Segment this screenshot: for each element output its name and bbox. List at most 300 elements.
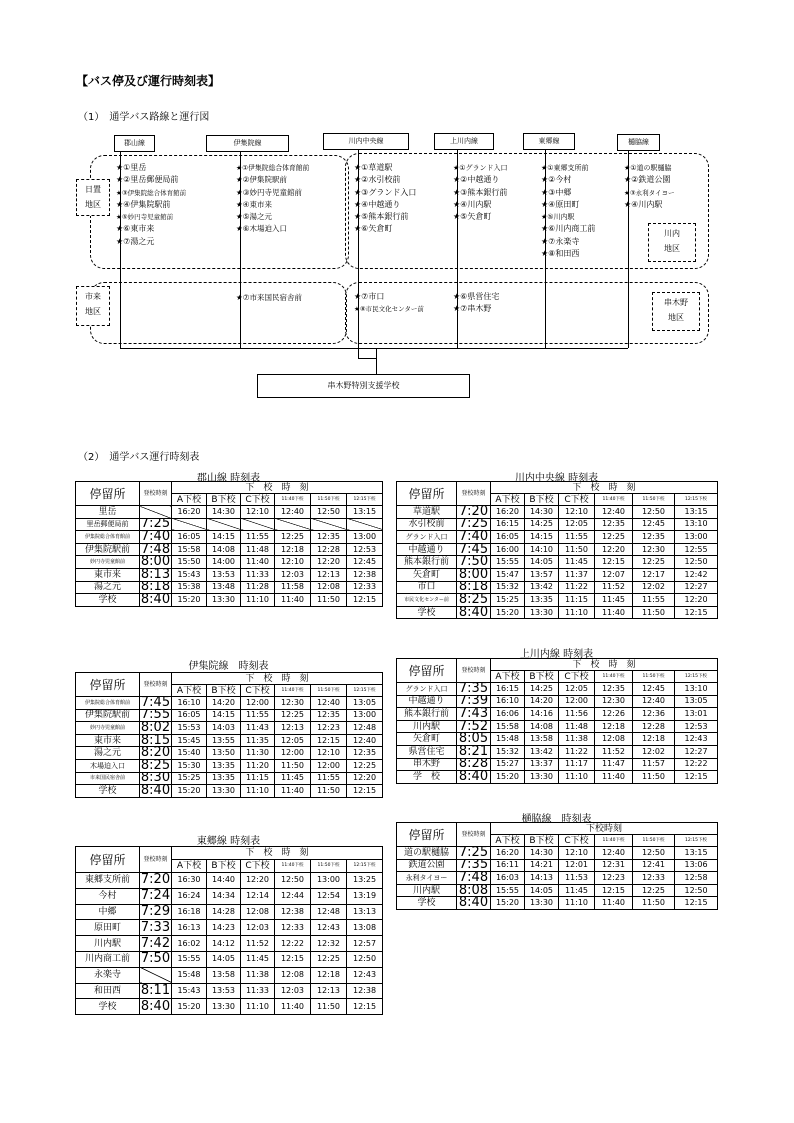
depart-time: 12:27 bbox=[675, 745, 718, 758]
table-row bbox=[76, 531, 383, 544]
depart-time: 12:48 bbox=[311, 904, 347, 920]
depart-time: 11:50 bbox=[633, 771, 675, 784]
depart-time: 12:50 bbox=[675, 556, 718, 569]
depart-time: 13:30 bbox=[525, 897, 559, 910]
depart-time: 13:30 bbox=[525, 771, 559, 784]
stop-name: 和田西 bbox=[76, 983, 140, 999]
stops-sendai-chuo: ★①草道駅 ★②水引校前 ★③グランド入口 ★④中越通り ★⑤熊本銀行前 ★⑥矢倉町 bbox=[354, 163, 417, 234]
stop-name: 鉄道公園 bbox=[397, 859, 457, 872]
depart-time: 16:30 bbox=[172, 873, 207, 889]
stop-name: 原田町 bbox=[76, 920, 140, 936]
depart-time: 13:05 bbox=[347, 697, 383, 710]
depart-time: 12:20 bbox=[347, 772, 383, 785]
header-col: A下校 bbox=[491, 494, 525, 506]
header-stop: 停留所 bbox=[76, 673, 140, 697]
table-row bbox=[76, 759, 383, 772]
depart-time: 12:20 bbox=[311, 556, 347, 569]
depart-time: 15:55 bbox=[172, 951, 207, 967]
stop-name: 湯之元 bbox=[76, 581, 140, 594]
route-box-koriyama: 郡山線 bbox=[114, 135, 155, 152]
depart-time: 11:40 bbox=[275, 594, 311, 607]
table-row bbox=[76, 747, 383, 760]
area-box-ichiki: 市来地区 bbox=[76, 286, 110, 326]
stop-name: 川内駅 bbox=[76, 936, 140, 952]
depart-time: 12:08 bbox=[241, 904, 275, 920]
depart-time: 16:05 bbox=[491, 531, 525, 544]
arrive-time: 7:45 bbox=[457, 543, 491, 556]
stops-hiwaki: ★①道の駅樋脇 ★②鉄道公園 ★③永利タイヨー ★④川内駅 bbox=[624, 164, 675, 209]
depart-time: 13:15 bbox=[675, 847, 718, 860]
depart-time: 11:53 bbox=[559, 872, 595, 885]
stop-name: 学校 bbox=[76, 785, 140, 798]
depart-time: 11:50 bbox=[559, 543, 595, 556]
arrive-time: 8:20 bbox=[140, 746, 171, 760]
depart-time: 12:14 bbox=[241, 888, 275, 904]
header-depart: 下 校 時 刻 bbox=[491, 659, 718, 671]
depart-time: 12:25 bbox=[633, 556, 675, 569]
arrive-time: 7:25 bbox=[457, 518, 491, 531]
arrive-time: 8:15 bbox=[140, 734, 171, 747]
depart-time: 12:02 bbox=[633, 581, 675, 594]
school-box: 串木野特別支援学校 bbox=[257, 374, 470, 398]
depart-time: 14:00 bbox=[207, 556, 241, 569]
stop-name: 県営住宅 bbox=[397, 745, 457, 758]
depart-time: 14:05 bbox=[525, 884, 559, 897]
depart-time: 16:05 bbox=[172, 709, 207, 722]
depart-time: 11:55 bbox=[311, 772, 347, 785]
depart-time: 16:11 bbox=[491, 859, 525, 872]
arrive-time: 7:45 bbox=[140, 696, 171, 710]
stop-name: 永楽寺 bbox=[76, 967, 140, 983]
timetable-hiwaki bbox=[396, 822, 718, 910]
depart-time: 14:25 bbox=[525, 683, 559, 696]
depart-time: 14:03 bbox=[207, 722, 241, 735]
depart-time: 12:20 bbox=[595, 543, 633, 556]
stop-name: 今村 bbox=[76, 888, 140, 904]
depart-time: 12:42 bbox=[675, 568, 718, 581]
table-row bbox=[76, 888, 383, 904]
arrive-time: 7:50 bbox=[140, 951, 171, 967]
depart-time: 12:25 bbox=[275, 709, 311, 722]
depart-time: 13:10 bbox=[675, 683, 718, 696]
stop-name: 里岳 bbox=[76, 506, 140, 519]
stops-ijuin-ichiki: ★⑦市来国民宿舎前 bbox=[236, 293, 302, 302]
depart-time: 12:28 bbox=[311, 543, 347, 556]
depart-time: 12:00 bbox=[311, 759, 347, 772]
depart-time: 11:33 bbox=[241, 983, 275, 999]
table-row bbox=[397, 884, 718, 897]
header-col: 12:15下校 bbox=[675, 671, 718, 683]
depart-time: 13:00 bbox=[347, 709, 383, 722]
depart-time: 12:54 bbox=[311, 888, 347, 904]
depart-time: 12:25 bbox=[633, 884, 675, 897]
header-stop: 停留所 bbox=[76, 482, 140, 506]
depart-time: 11:45 bbox=[559, 884, 595, 897]
header-stop: 停留所 bbox=[76, 847, 140, 873]
arrive-time: 8:40 bbox=[140, 784, 171, 798]
timetable-sendai-chuo bbox=[396, 481, 718, 619]
depart-time: 11:55 bbox=[633, 594, 675, 607]
depart-time: 16:00 bbox=[491, 543, 525, 556]
depart-time: 12:00 bbox=[275, 747, 311, 760]
depart-time: 12:00 bbox=[241, 697, 275, 710]
depart-time: 13:35 bbox=[525, 594, 559, 607]
header-col: 11:50下校 bbox=[311, 685, 347, 697]
header-col: 11:50下校 bbox=[633, 671, 675, 683]
stop-name: 矢倉町 bbox=[397, 568, 457, 581]
depart-time: 13:19 bbox=[347, 888, 383, 904]
depart-time: 13:42 bbox=[525, 581, 559, 594]
stop-name: 伊集院総合体育館前 bbox=[76, 531, 140, 544]
depart-time: 12:43 bbox=[675, 733, 718, 746]
depart-time: 12:30 bbox=[633, 543, 675, 556]
depart-time: 15:50 bbox=[172, 556, 207, 569]
depart-time: 13:00 bbox=[347, 531, 383, 544]
depart-time: 16:06 bbox=[491, 708, 525, 721]
depart-time: 12:15 bbox=[675, 897, 718, 910]
page-title: 【バス停及び運行時刻表】 bbox=[76, 74, 221, 88]
depart-time: 12:41 bbox=[633, 859, 675, 872]
arrive-time: 8:00 bbox=[140, 555, 171, 569]
depart-time: 11:48 bbox=[241, 543, 275, 556]
table-row bbox=[397, 695, 718, 708]
depart-time: 12:45 bbox=[633, 683, 675, 696]
stop-name: 学校 bbox=[76, 594, 140, 607]
table-row bbox=[76, 951, 383, 967]
section-heading-timetables: （2） 通学バス運行時刻表 bbox=[78, 452, 200, 463]
depart-time: 12:25 bbox=[595, 531, 633, 544]
depart-time: 12:15 bbox=[675, 771, 718, 784]
header-col: 12:15下校 bbox=[675, 835, 718, 847]
depart-time: 11:45 bbox=[595, 594, 633, 607]
depart-time: 11:40 bbox=[595, 897, 633, 910]
stop-name: 道の駅樋脇 bbox=[397, 847, 457, 860]
depart-time: 12:38 bbox=[347, 983, 383, 999]
depart-time: 12:02 bbox=[633, 745, 675, 758]
depart-time: 14:08 bbox=[525, 720, 559, 733]
depart-time: 16:20 bbox=[491, 847, 525, 860]
arrive-time: 8:11 bbox=[140, 983, 171, 998]
depart-time: 11:45 bbox=[559, 556, 595, 569]
stop-name: 伊集院駅前 bbox=[76, 543, 140, 556]
table-row bbox=[76, 920, 383, 936]
header-col: C下校 bbox=[241, 685, 275, 697]
table-row bbox=[397, 581, 718, 594]
header-col: A下校 bbox=[172, 860, 207, 873]
arrive-time: 8:18 bbox=[140, 581, 171, 594]
arrive-time: 7:40 bbox=[140, 530, 171, 544]
depart-time: 15:25 bbox=[491, 594, 525, 607]
depart-time: 12:08 bbox=[275, 967, 311, 983]
depart-time: 15:20 bbox=[172, 785, 207, 798]
depart-time: 11:40 bbox=[595, 771, 633, 784]
stop-name: 湯之元 bbox=[76, 747, 140, 760]
area-box-kushikino: 串木野地区 bbox=[652, 292, 700, 331]
table-row bbox=[76, 983, 383, 999]
depart-time bbox=[347, 518, 383, 531]
header-depart: 下校時刻 bbox=[491, 823, 718, 835]
depart-time: 11:22 bbox=[559, 581, 595, 594]
depart-time: 12:20 bbox=[241, 873, 275, 889]
header-col: B下校 bbox=[207, 494, 241, 506]
depart-time: 16:20 bbox=[172, 506, 207, 519]
depart-time bbox=[275, 518, 311, 531]
depart-time: 15:40 bbox=[172, 747, 207, 760]
depart-time: 15:58 bbox=[172, 543, 207, 556]
arrive-time: 7:40 bbox=[457, 531, 491, 544]
depart-time: 15:47 bbox=[491, 568, 525, 581]
depart-time: 13:57 bbox=[525, 568, 559, 581]
depart-time: 12:35 bbox=[311, 709, 347, 722]
stop-name: 東郷支所前 bbox=[76, 873, 140, 889]
depart-time: 13:35 bbox=[207, 772, 241, 785]
table-row bbox=[76, 722, 383, 735]
header-col: 11:40下校 bbox=[275, 685, 311, 697]
table-row bbox=[76, 999, 383, 1015]
depart-time bbox=[172, 518, 207, 531]
arrive-time: 8:00 bbox=[457, 568, 491, 581]
arrive-time: 7:20 bbox=[457, 506, 491, 519]
arrive-time: 8:21 bbox=[457, 745, 491, 758]
depart-time: 12:22 bbox=[275, 936, 311, 952]
depart-time: 11:28 bbox=[241, 581, 275, 594]
depart-time: 12:10 bbox=[275, 556, 311, 569]
depart-time: 14:30 bbox=[525, 506, 559, 519]
depart-time: 11:52 bbox=[595, 745, 633, 758]
stops-kamisendai: ★①グランド入口 ★②中越通り ★③熊本銀行前 ★④川内駅 ★⑤矢倉町 bbox=[453, 164, 508, 222]
depart-time: 12:33 bbox=[275, 920, 311, 936]
depart-time: 11:50 bbox=[311, 999, 347, 1015]
depart-time: 11:52 bbox=[241, 936, 275, 952]
arrive-time: 7:48 bbox=[457, 872, 491, 885]
depart-time: 14:34 bbox=[207, 888, 241, 904]
header-col: B下校 bbox=[525, 835, 559, 847]
depart-time: 12:15 bbox=[675, 606, 718, 619]
header-arrive: 登校時刻 bbox=[457, 823, 491, 847]
depart-time: 12:23 bbox=[595, 872, 633, 885]
depart-time: 12:08 bbox=[311, 581, 347, 594]
header-col: B下校 bbox=[207, 860, 241, 873]
header-col: A下校 bbox=[491, 835, 525, 847]
depart-time: 12:44 bbox=[275, 888, 311, 904]
stop-name: 東市来 bbox=[76, 734, 140, 747]
depart-time: 12:01 bbox=[559, 859, 595, 872]
arrive-time: 8:40 bbox=[457, 771, 491, 784]
depart-time: 11:45 bbox=[275, 772, 311, 785]
depart-time bbox=[241, 518, 275, 531]
route-box-sendai-chuo: 川内中央線 bbox=[323, 133, 409, 150]
arrive-time: 8:40 bbox=[457, 897, 491, 910]
arrive-time: 8:08 bbox=[457, 884, 491, 897]
stop-name: 学校 bbox=[76, 999, 140, 1015]
depart-time: 12:25 bbox=[347, 759, 383, 772]
arrive-time: 7:55 bbox=[140, 709, 171, 722]
depart-time: 15:45 bbox=[172, 734, 207, 747]
header-depart: 下 校 時 刻 bbox=[172, 847, 383, 860]
depart-time: 11:50 bbox=[633, 897, 675, 910]
header-depart: 下 校 時 刻 bbox=[172, 673, 383, 685]
depart-time: 16:02 bbox=[172, 936, 207, 952]
depart-time: 12:05 bbox=[275, 734, 311, 747]
depart-time: 11:10 bbox=[559, 897, 595, 910]
depart-time: 14:28 bbox=[207, 904, 241, 920]
arrive-time: 7:39 bbox=[457, 695, 491, 708]
depart-time: 11:10 bbox=[241, 594, 275, 607]
stops-koriyama: ★①里岳 ★②里岳郵便局前 ★③伊集院総合体育館前 ★④伊集院駅前 ★⑤妙円寺児童館前 ★⑥東市来 ★⑦湯之元 bbox=[116, 163, 187, 246]
depart-time: 12:05 bbox=[559, 683, 595, 696]
stops-kamisendai-kushikino: ★⑥県営住宅 ★⑦串木野 bbox=[453, 292, 500, 314]
depart-time: 11:40 bbox=[241, 556, 275, 569]
depart-time: 16:15 bbox=[491, 518, 525, 531]
depart-time: 15:20 bbox=[491, 771, 525, 784]
depart-time: 12:35 bbox=[595, 518, 633, 531]
stop-name: 学校 bbox=[397, 897, 457, 910]
table-row bbox=[397, 771, 718, 784]
depart-time: 12:18 bbox=[275, 543, 311, 556]
depart-time: 12:15 bbox=[311, 734, 347, 747]
table-row bbox=[76, 506, 383, 519]
depart-time: 15:43 bbox=[172, 568, 207, 581]
header-col: C下校 bbox=[241, 494, 275, 506]
depart-time: 13:25 bbox=[347, 873, 383, 889]
stop-name: 中越通り bbox=[397, 543, 457, 556]
stop-name: 妙円寺児童館前 bbox=[76, 556, 140, 569]
header-col: 11:40下校 bbox=[595, 494, 633, 506]
timetable-togo bbox=[75, 846, 383, 1015]
depart-time: 12:25 bbox=[275, 531, 311, 544]
depart-time: 14:30 bbox=[207, 506, 241, 519]
depart-time: 13:53 bbox=[207, 983, 241, 999]
depart-time: 12:10 bbox=[311, 747, 347, 760]
table-row bbox=[76, 543, 383, 556]
table-row bbox=[397, 733, 718, 746]
table-row bbox=[397, 568, 718, 581]
depart-time: 14:13 bbox=[525, 872, 559, 885]
arrive-time: 7:35 bbox=[457, 859, 491, 872]
depart-time: 12:50 bbox=[275, 873, 311, 889]
depart-time: 12:20 bbox=[675, 594, 718, 607]
depart-time: 11:40 bbox=[275, 999, 311, 1015]
header-col: 11:50下校 bbox=[633, 494, 675, 506]
depart-time: 11:58 bbox=[275, 581, 311, 594]
depart-time: 12:00 bbox=[559, 695, 595, 708]
timetable-title-hiwaki: 樋脇線 時刻表 bbox=[521, 814, 592, 825]
header-col: C下校 bbox=[241, 860, 275, 873]
route-to-school-line bbox=[376, 348, 377, 374]
depart-time: 12:10 bbox=[559, 506, 595, 519]
header-col: 11:50下校 bbox=[311, 494, 347, 506]
table-row bbox=[76, 967, 383, 983]
timetable-koriyama bbox=[75, 481, 383, 607]
depart-time: 12:53 bbox=[675, 720, 718, 733]
depart-time: 13:08 bbox=[347, 920, 383, 936]
stop-name: 中越通り bbox=[397, 695, 457, 708]
depart-time: 11:55 bbox=[241, 709, 275, 722]
table-row bbox=[397, 683, 718, 696]
depart-time: 12:15 bbox=[595, 556, 633, 569]
arrive-time: 8:25 bbox=[140, 759, 171, 773]
depart-time: 13:55 bbox=[207, 734, 241, 747]
depart-time: 13:53 bbox=[207, 568, 241, 581]
depart-time: 11:40 bbox=[595, 606, 633, 619]
depart-time: 16:18 bbox=[172, 904, 207, 920]
depart-time: 12:50 bbox=[675, 884, 718, 897]
depart-time: 12:23 bbox=[311, 722, 347, 735]
depart-time: 11:57 bbox=[633, 758, 675, 771]
depart-time: 12:40 bbox=[595, 847, 633, 860]
stop-name: 市口 bbox=[397, 581, 457, 594]
stop-name: 水引校前 bbox=[397, 518, 457, 531]
depart-time: 12:18 bbox=[595, 720, 633, 733]
arrive-time: 7:43 bbox=[457, 708, 491, 721]
stop-name: 学校 bbox=[397, 606, 457, 619]
table-row bbox=[76, 594, 383, 607]
depart-time: 16:10 bbox=[491, 695, 525, 708]
depart-time: 11:43 bbox=[241, 722, 275, 735]
depart-time: 11:17 bbox=[559, 758, 595, 771]
depart-time: 11:47 bbox=[595, 758, 633, 771]
depart-time: 15:48 bbox=[491, 733, 525, 746]
depart-time: 15:43 bbox=[172, 983, 207, 999]
route-collector-line bbox=[120, 348, 628, 349]
depart-time: 13:30 bbox=[207, 785, 241, 798]
arrive-time: 8:40 bbox=[140, 998, 171, 1014]
depart-time: 12:50 bbox=[633, 847, 675, 860]
arrive-time bbox=[140, 506, 172, 519]
depart-time: 11:35 bbox=[241, 734, 275, 747]
stop-name: 熊本銀行前 bbox=[397, 556, 457, 569]
depart-time: 13:01 bbox=[675, 708, 718, 721]
header-col: C下校 bbox=[559, 671, 595, 683]
depart-time: 14:21 bbox=[525, 859, 559, 872]
area-box-hioki: 日置地区 bbox=[76, 179, 110, 216]
depart-time: 12:50 bbox=[633, 506, 675, 519]
depart-time: 11:38 bbox=[241, 967, 275, 983]
depart-time: 11:48 bbox=[559, 720, 595, 733]
header-depart: 下 校 時 刻 bbox=[172, 482, 383, 494]
depart-time: 12:58 bbox=[675, 872, 718, 885]
header-depart: 下 校 時 刻 bbox=[491, 482, 718, 494]
header-col: 11:50下校 bbox=[633, 835, 675, 847]
table-row bbox=[397, 847, 718, 860]
depart-time: 11:20 bbox=[241, 759, 275, 772]
depart-time: 12:08 bbox=[595, 733, 633, 746]
depart-time: 11:50 bbox=[633, 606, 675, 619]
depart-time: 15:30 bbox=[172, 759, 207, 772]
header-col: 11:40下校 bbox=[275, 494, 311, 506]
depart-time: 14:30 bbox=[525, 847, 559, 860]
depart-time: 14:10 bbox=[525, 543, 559, 556]
header-arrive: 登校時刻 bbox=[457, 482, 491, 506]
stop-name: 木場迫入口 bbox=[76, 759, 140, 772]
depart-time: 15:25 bbox=[172, 772, 207, 785]
depart-time: 12:55 bbox=[675, 543, 718, 556]
depart-time: 13:00 bbox=[311, 873, 347, 889]
header-col: 12:15下校 bbox=[675, 494, 718, 506]
header-arrive: 登校時刻 bbox=[140, 847, 172, 873]
stop-name: 東市来 bbox=[76, 568, 140, 581]
depart-time: 13:50 bbox=[207, 747, 241, 760]
table-row bbox=[397, 758, 718, 771]
depart-time: 12:33 bbox=[633, 872, 675, 885]
depart-time: 14:05 bbox=[207, 951, 241, 967]
header-col: B下校 bbox=[525, 671, 559, 683]
depart-time: 12:40 bbox=[347, 734, 383, 747]
depart-time: 16:03 bbox=[491, 872, 525, 885]
depart-time: 11:50 bbox=[275, 759, 311, 772]
depart-time: 12:57 bbox=[347, 936, 383, 952]
depart-time: 12:35 bbox=[347, 747, 383, 760]
